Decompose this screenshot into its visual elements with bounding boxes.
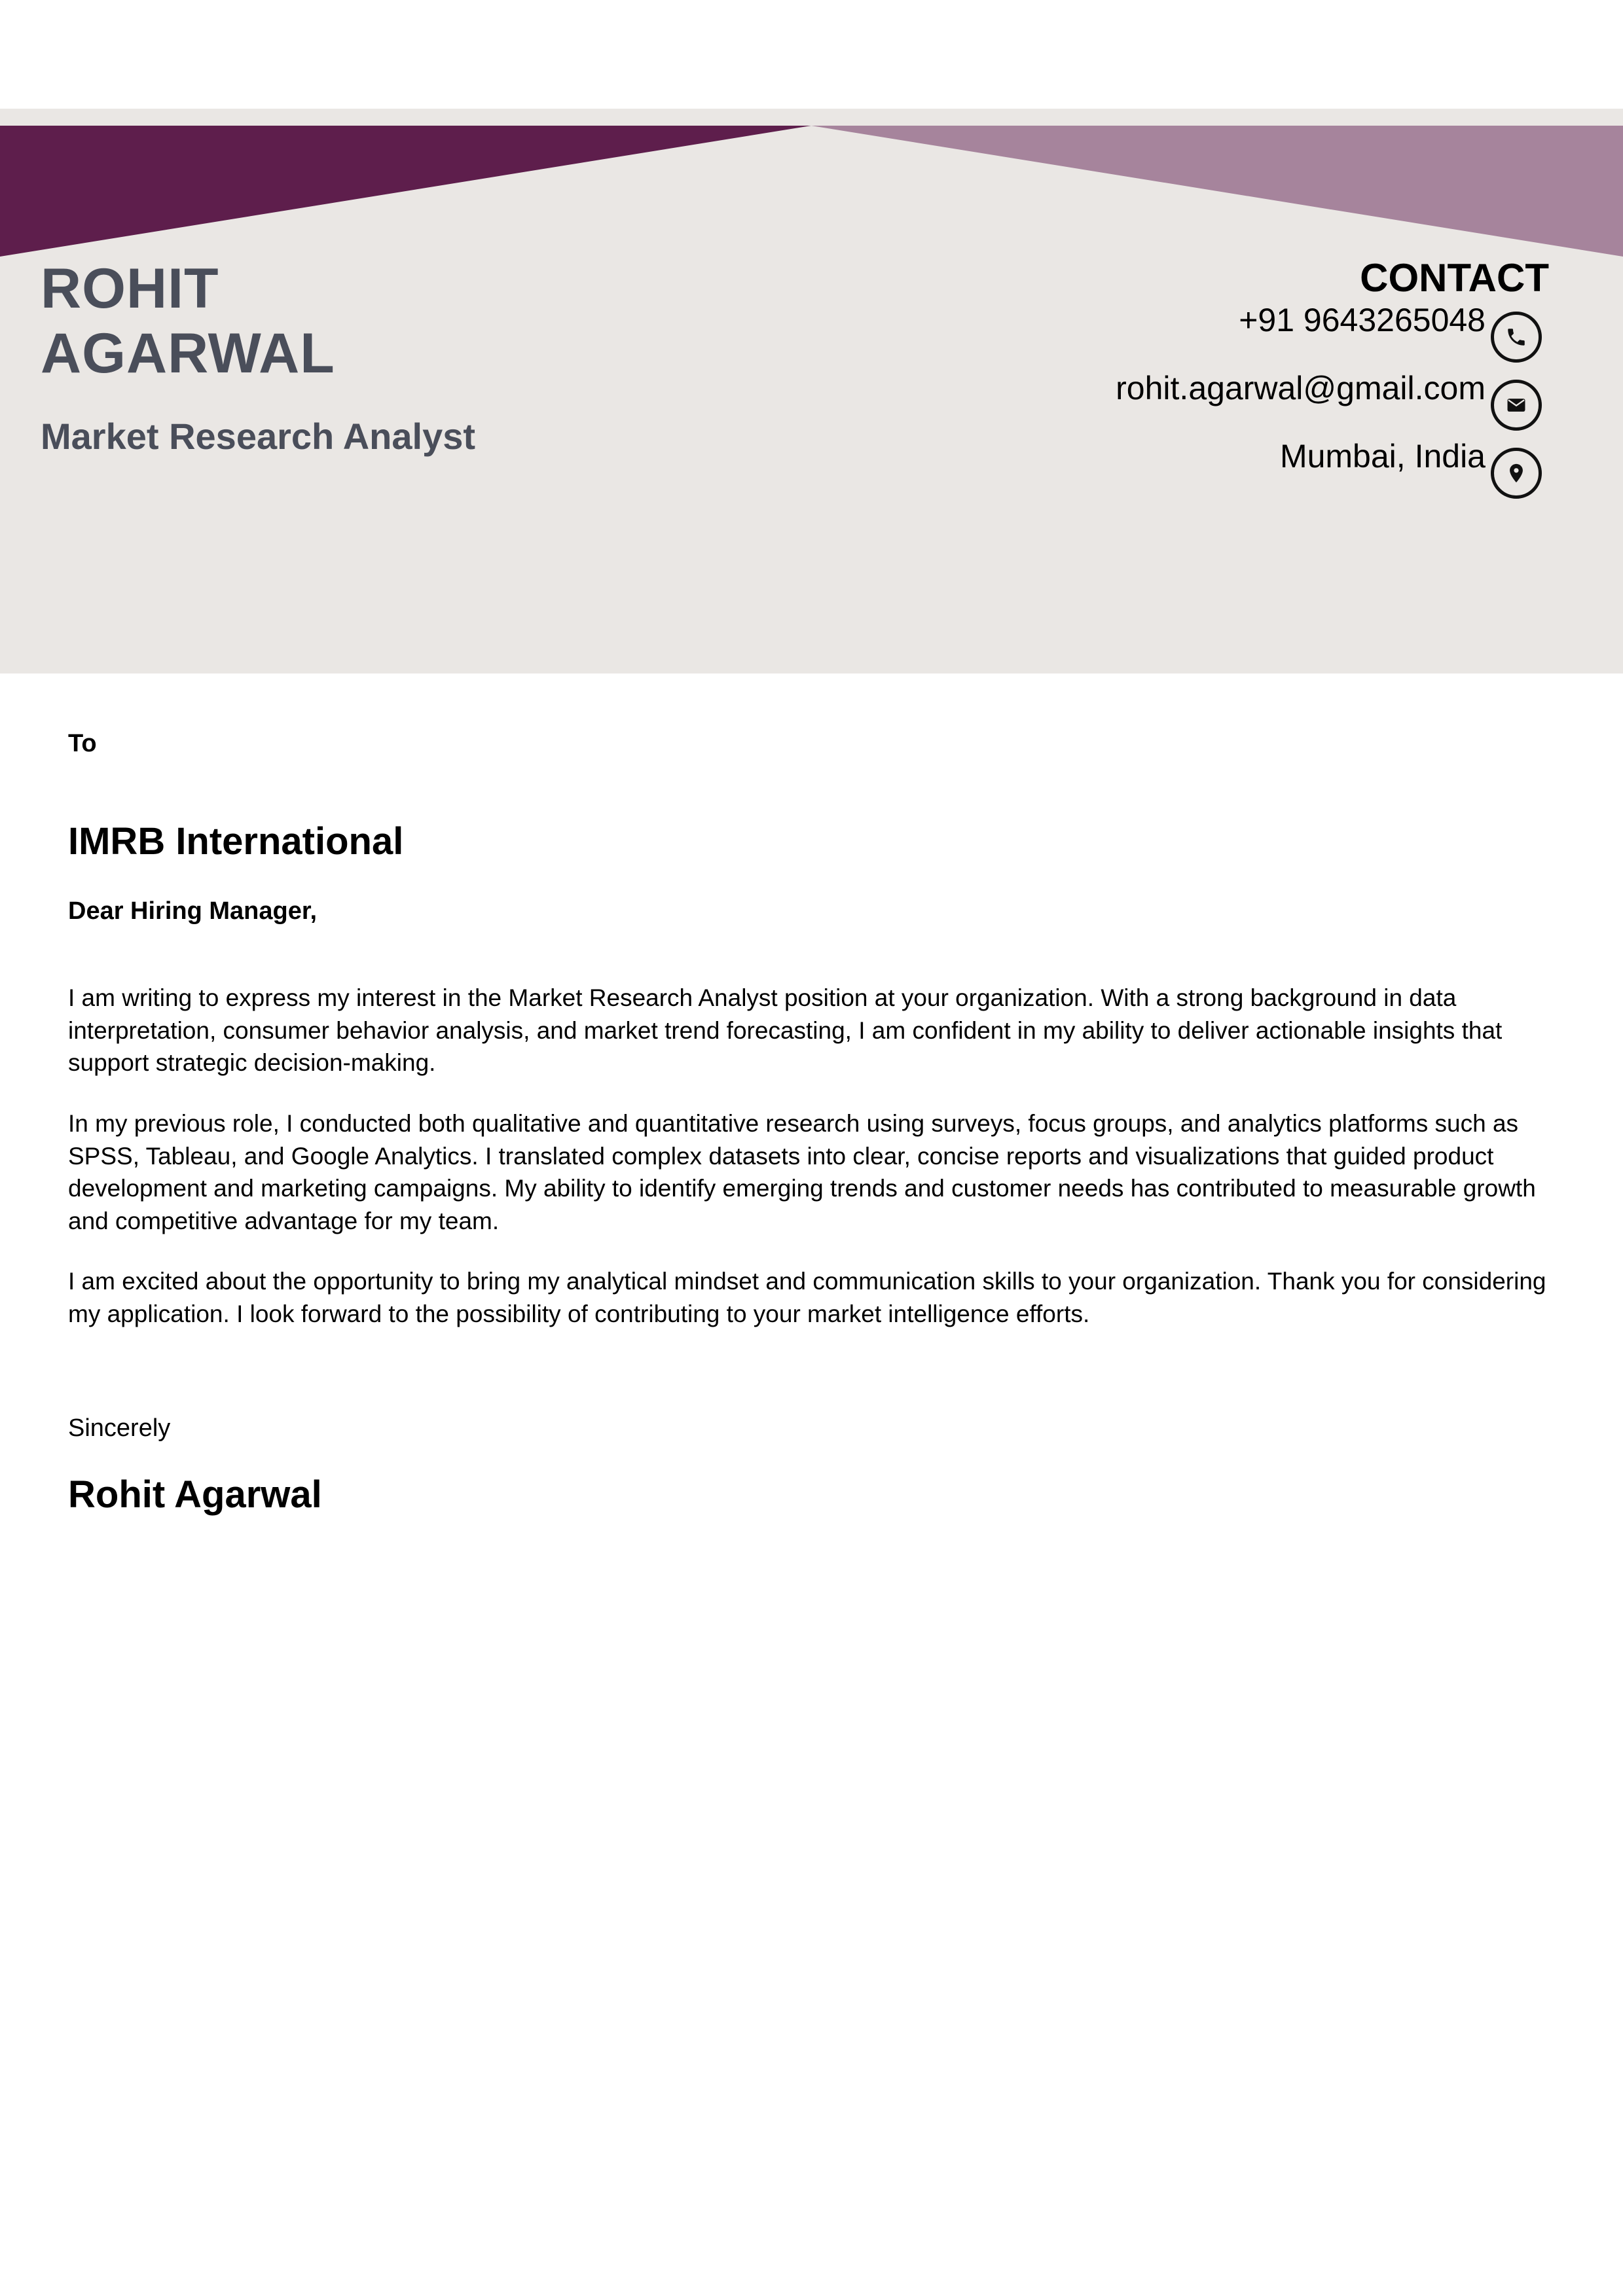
contact-location-text: Mumbai, India — [1279, 438, 1486, 475]
map-pin-icon — [1491, 448, 1542, 499]
contact-heading: CONTACT — [1360, 256, 1549, 300]
candidate-last-name: AGARWAL — [41, 322, 335, 385]
header-accent-dark-shape — [0, 126, 811, 257]
contact-phone — [1239, 302, 1542, 359]
letter-paragraph-2: In my previous role, I conducted both qualitative and quantitative research using surveys, focus groups, and analytics platforms such as SPSS, Tableau, and Google Analytics. I translated complex datasets into clear, concise reports and visualizations that guided product development and marketing campaigns. My ability to identify emerging trends and customer needs has contributed to measurable growth and competitive advantage for my team. — [68, 1110, 1536, 1234]
candidate-first-name: ROHIT — [41, 257, 219, 320]
header-banner — [0, 109, 1623, 673]
recipient-company: IMRB International — [68, 820, 404, 863]
envelope-icon — [1491, 380, 1542, 431]
contact-location — [1280, 439, 1542, 495]
header-accent-light-shape — [811, 126, 1623, 257]
recipient-label: To — [68, 730, 97, 757]
contact-phone-text: +91 9643265048 — [1239, 302, 1486, 338]
job-title: Market Research Analyst — [41, 416, 476, 457]
header-decoration — [0, 126, 1623, 257]
contact-email-text: rohit.agarwal@gmail.com — [1116, 370, 1486, 406]
contact-email — [1116, 370, 1542, 427]
salutation: Dear Hiring Manager, — [68, 897, 318, 925]
letter-closing: Sincerely — [68, 1414, 171, 1442]
letter-paragraph-3: I am excited about the opportunity to bring my analytical mindset and communication skills to your organization. Thank you for considering my application. I look forward to the possibility of contributing to your market intelligence efforts. — [68, 1268, 1546, 1327]
signature-name: Rohit Agarwal — [68, 1473, 322, 1516]
phone-icon — [1491, 312, 1542, 363]
candidate-name — [41, 257, 335, 386]
letter-paragraph-1: I am writing to express my interest in the Market Research Analyst position at your organization. With a strong background in data interpretation, consumer behavior analysis, and market trend forecasting, I am confident in my ability to deliver actionable insights that support strategic decision-making. — [68, 984, 1503, 1076]
